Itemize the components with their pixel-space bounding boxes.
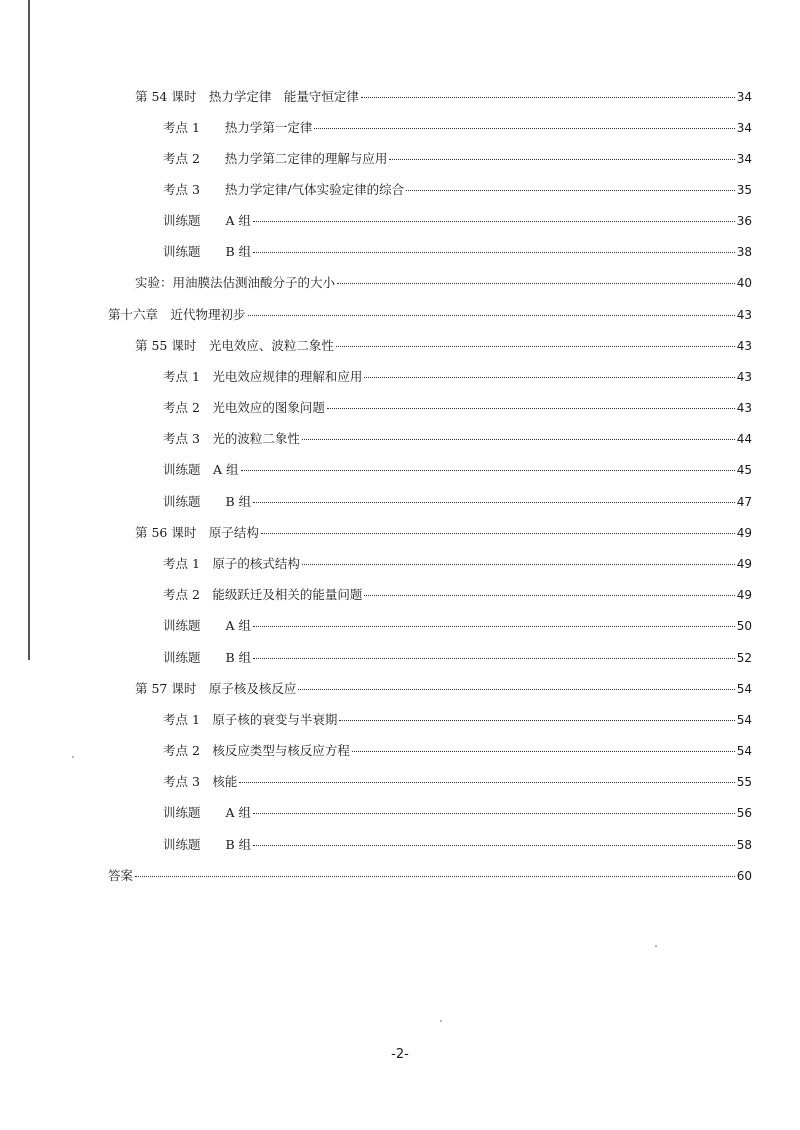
toc-entry-label: 实验：用油膜法估测油酸分子的大小 <box>135 275 336 290</box>
toc-entry-label: 第 56 课时 原子结构 <box>135 525 259 540</box>
toc-entry-page: 38 <box>736 245 752 259</box>
toc-leader-dots <box>339 720 734 721</box>
toc-entry[interactable] <box>163 774 752 790</box>
toc-entry-page: 58 <box>736 838 752 852</box>
toc-leader-dots <box>302 439 735 440</box>
toc-entry[interactable] <box>163 494 752 510</box>
toc-entry[interactable] <box>163 213 752 229</box>
toc-entry-page: 52 <box>736 651 752 665</box>
toc-entry-label: 考点 1 原子的核式结构 <box>163 556 300 571</box>
toc-entry[interactable] <box>163 805 752 821</box>
toc-entry[interactable] <box>163 151 752 167</box>
toc-entry-label: 训练题 B 组 <box>163 650 252 665</box>
scan-speck <box>655 945 657 947</box>
toc-entry-page: 49 <box>736 557 752 571</box>
toc-entry-label: 第 54 课时 热力学定律 能量守恒定律 <box>135 89 359 104</box>
toc-leader-dots <box>337 283 735 284</box>
toc-entry-label: 答案 <box>108 868 134 883</box>
scan-speck <box>440 1020 442 1022</box>
toc-entry-page: 34 <box>736 121 752 135</box>
toc-leader-dots <box>364 377 734 378</box>
toc-entry-label: 考点 2 光电效应的图象问题 <box>163 400 325 415</box>
toc-leader-dots <box>253 845 735 846</box>
toc-entry-page: 47 <box>736 495 752 509</box>
toc-entry-page: 43 <box>736 401 752 415</box>
toc-entry-label: 考点 2 核反应类型与核反应方程 <box>163 743 350 758</box>
toc-entry[interactable] <box>163 712 752 728</box>
toc-entry-label: 考点 2 热力学第二定律的理解与应用 <box>163 151 388 166</box>
toc-entry[interactable] <box>163 431 752 447</box>
toc-leader-dots <box>314 128 734 129</box>
toc-entry-label: 第十六章 近代物理初步 <box>108 307 246 322</box>
toc-entry[interactable] <box>163 587 752 603</box>
toc-leader-dots <box>361 97 735 98</box>
toc-leader-dots <box>302 564 735 565</box>
toc-entry-page: 49 <box>736 526 752 540</box>
toc-leader-dots <box>248 315 735 316</box>
toc-leader-dots <box>241 470 735 471</box>
toc-entry-page: 54 <box>736 713 752 727</box>
toc-entry-page: 54 <box>736 744 752 758</box>
toc-entry[interactable] <box>108 868 752 884</box>
toc-entry-page: 40 <box>736 276 752 290</box>
toc-entry[interactable] <box>135 338 752 354</box>
toc-leader-dots <box>364 595 734 596</box>
toc-entry[interactable] <box>163 182 752 198</box>
toc-entry-page: 43 <box>736 339 752 353</box>
toc-entry[interactable] <box>163 650 752 666</box>
toc-leader-dots <box>239 782 734 783</box>
toc-entry-page: 35 <box>736 183 752 197</box>
toc-entry-label: 考点 3 热力学定律/气体实验定律的综合 <box>163 182 405 197</box>
toc-leader-dots <box>352 751 735 752</box>
toc-entry-page: 44 <box>736 432 752 446</box>
toc-entry-label: 考点 2 能级跃迁及相关的能量问题 <box>163 587 363 602</box>
toc-entry-page: 56 <box>736 806 752 820</box>
toc-entry[interactable] <box>163 618 752 634</box>
toc-entry[interactable] <box>135 525 752 541</box>
scan-speck <box>72 756 74 758</box>
toc-leader-dots <box>253 221 735 222</box>
toc-entry-page: 54 <box>736 682 752 696</box>
toc-entry-label: 考点 1 热力学第一定律 <box>163 120 313 135</box>
toc-entry[interactable] <box>135 275 752 291</box>
toc-leader-dots <box>327 408 735 409</box>
toc-entry-page: 36 <box>736 214 752 228</box>
toc-leader-dots <box>253 626 735 627</box>
toc-entry-label: 训练题 A 组 <box>163 213 252 228</box>
toc-entry-page: 43 <box>736 370 752 384</box>
toc-entry-label: 训练题 B 组 <box>163 244 252 259</box>
toc-entry-page: 49 <box>736 588 752 602</box>
toc-leader-dots <box>253 658 735 659</box>
toc-entry-page: 34 <box>736 90 752 104</box>
page-number: -2- <box>391 1047 409 1062</box>
toc-entry-page: 55 <box>736 775 752 789</box>
toc-entry-label: 训练题 B 组 <box>163 837 252 852</box>
toc-entry-page: 43 <box>736 308 752 322</box>
toc-entry-label: 训练题 B 组 <box>163 494 252 509</box>
toc-entry-label: 考点 1 光电效应规律的理解和应用 <box>163 369 363 384</box>
toc-entry-label: 训练题 A 组 <box>163 805 252 820</box>
toc-entry[interactable] <box>163 837 752 853</box>
toc-entry-label: 考点 3 核能 <box>163 774 238 789</box>
toc-entry-page: 34 <box>736 152 752 166</box>
toc-entry-label: 第 57 课时 原子核及核反应 <box>135 681 297 696</box>
toc-entry-page: 60 <box>736 869 752 883</box>
toc-entry-label: 训练题 A 组 <box>163 462 239 477</box>
toc-entry[interactable] <box>108 307 752 323</box>
toc-entry-label: 第 55 课时 光电效应、波粒二象性 <box>135 338 334 353</box>
toc-entry-label: 训练题 A 组 <box>163 618 252 633</box>
toc-leader-dots <box>253 813 735 814</box>
toc-entry-page: 45 <box>736 463 752 477</box>
toc-leader-dots <box>253 502 735 503</box>
toc-entry[interactable] <box>163 556 752 572</box>
toc-entry[interactable] <box>135 681 752 697</box>
toc-leader-dots <box>135 876 735 877</box>
toc-entry[interactable] <box>163 369 752 385</box>
toc-entry[interactable] <box>163 244 752 260</box>
toc-entry[interactable] <box>163 462 752 478</box>
toc-leader-dots <box>406 190 735 191</box>
toc-leader-dots <box>253 252 735 253</box>
toc-leader-dots <box>389 159 734 160</box>
toc-leader-dots <box>298 689 734 690</box>
toc-entry[interactable] <box>163 400 752 416</box>
toc-leader-dots <box>261 533 735 534</box>
toc-leader-dots <box>336 346 735 347</box>
toc-entry-label: 考点 3 光的波粒二象性 <box>163 431 300 446</box>
toc-entry-page: 50 <box>736 619 752 633</box>
toc-entry-label: 考点 1 原子核的衰变与半衰期 <box>163 712 338 727</box>
toc-entry[interactable] <box>135 89 752 105</box>
toc-entry[interactable] <box>163 120 752 136</box>
toc-entry[interactable] <box>163 743 752 759</box>
